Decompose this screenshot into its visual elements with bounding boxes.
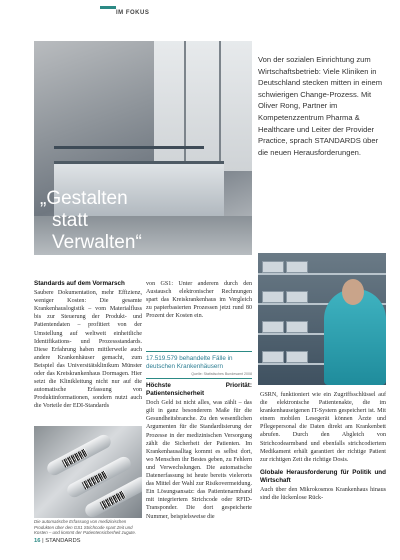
pharmacist-head: [342, 279, 364, 305]
column-2-bottom: [146, 382, 252, 521]
stat-headline-l1: 17.519.579 behandelte Fälle in: [146, 355, 233, 362]
page-number: 16: [34, 538, 41, 544]
kicker-accent: [100, 6, 116, 9]
quote-line: statt: [52, 210, 88, 231]
storage-bin: [286, 261, 308, 273]
column-3: [260, 391, 386, 502]
column-3-heading: Globale Herausforderung für Politik und Wirtschaft: [260, 468, 386, 484]
footer-separator: |: [42, 538, 44, 544]
page-footer: [34, 538, 81, 544]
stat-source: Quelle: Statistisches Bundesamt 2008: [191, 372, 252, 376]
storage-bin: [286, 291, 308, 303]
storage-bin: [262, 351, 284, 363]
shelf: [258, 273, 386, 275]
storage-bin: [262, 321, 284, 333]
hero-window: [154, 41, 252, 171]
storage-bin: [262, 261, 284, 273]
barcode-photo: [34, 426, 142, 518]
window-frame: [184, 41, 186, 171]
column-1-heading: Standards auf dem Vormarsch: [34, 280, 125, 287]
column-2-text-1: von GS1: Unter anderem durch den Austausch elektronischer Rechnungen spart das Kreiskrankenhaus im Vergleich zu papierbasierten Prozessen jetzt rund 80 Prozent der Kosten ein.: [146, 281, 252, 320]
column-2-top: [146, 280, 252, 320]
photo-caption: Die automatische Erfassung von medizinischen Produkten über den GS1 Strichcode spart Zeit und Kosten – und kommt der Patientensicherheit zugute.: [34, 519, 137, 536]
hero-quote: [40, 188, 230, 254]
storage-bin: [286, 351, 308, 363]
pharmacy-photo: [258, 253, 386, 385]
footer-section: STANDARDS: [45, 538, 81, 544]
column-3-text-2: Auch über den Mikrokosmos Krankenhaus hinaus sind die lückenlose Rück-: [260, 487, 386, 502]
window-frame: [219, 41, 221, 171]
quote-line: „Gestalten: [40, 188, 128, 209]
stat-box: [146, 351, 252, 379]
column-1: [34, 280, 142, 411]
storage-bin: [286, 321, 308, 333]
stat-headline-l2: deutschen Krankenhäusern: [146, 363, 224, 370]
column-3-text-1: GSRN, funktioniert wie ein Zugriffsschlüssel auf die elektronische Patientenakte, die im krankenhauseigenen IT-System gespeichert ist. Mit einem mobilen Lesegerät können Ärzte und Pflegepersonal die Daten direkt am Krankenbett abrufen. Durch den Abgleich von Strichcodearmband und ebenfalls strichcodiertem Medikament erhält garantiert der richtige Patient zur richtigen Zeit die richtige Dosis.: [260, 392, 386, 463]
storage-bin: [262, 291, 284, 303]
intro-text: Von der sozialen Einrichtung zum Wirtschaftsbetrieb: Viele Kliniken in Deutschland stecken mitten in einem schwierigen Change-Prozess. Mit Oliver Rong, Partner im Kompetenzzentrum Pharma & Healthcare und Leiter der Provider Practice, sprach STANDARDS über die neuen Herausforderungen.: [258, 55, 383, 157]
column-1-text: Saubere Dokumentation, mehr Effizienz, weniger Kosten: Die gesamte Krankenhauslogistik – vom Materialfluss bis zur Steuerung der Produkt- und Patientendaten – profitiert von der Umstellung auf weltweit einheitliche Identifikations- und Prozessstandards. Diese Erfahrung haben mittlerweile auch andere Krankenhäuser gemacht, zum Beispiel das Universitätsklinikum Münster oder das Kreiskrankenhaus Dormagen. Hier setzt die Klinikleitung nicht nur auf die automatische Erfassung von Produktinformationen, sondern nutzt auch die Vorteile der EDI-Standards: [34, 290, 142, 410]
quote-line: Verwalten“: [52, 232, 142, 253]
column-2-text-2: Doch Geld ist nicht alles, was zählt – das gilt in ganz besonderem Maße für die Gesundheitsbranche. Zu den wesentlichen Argumenten für die Standardisierung der Prozesse in der medizinischen Versorgung zählt die Sicherheit der Patienten. Im Krankenhausalltag kommt es selbst dort, wo Menschen ihr Bestes geben, zu Fehlern und Verwechslungen. Die automatische Datenerfassung ist heute bereits vielerorts das Mittel der Wahl zur Risikovermeidung. Ein Lösungsansatz: das Patientenarmband mit integriertem Strichcode oder RFID-Transponder. Die dort gespeicherte Nummer, beispielsweise die: [146, 400, 252, 520]
column-2-heading: Höchste Priorität: Patientensicherheit: [146, 382, 252, 398]
bed-rail: [54, 146, 204, 149]
section-kicker: IM FOKUS: [116, 10, 150, 16]
